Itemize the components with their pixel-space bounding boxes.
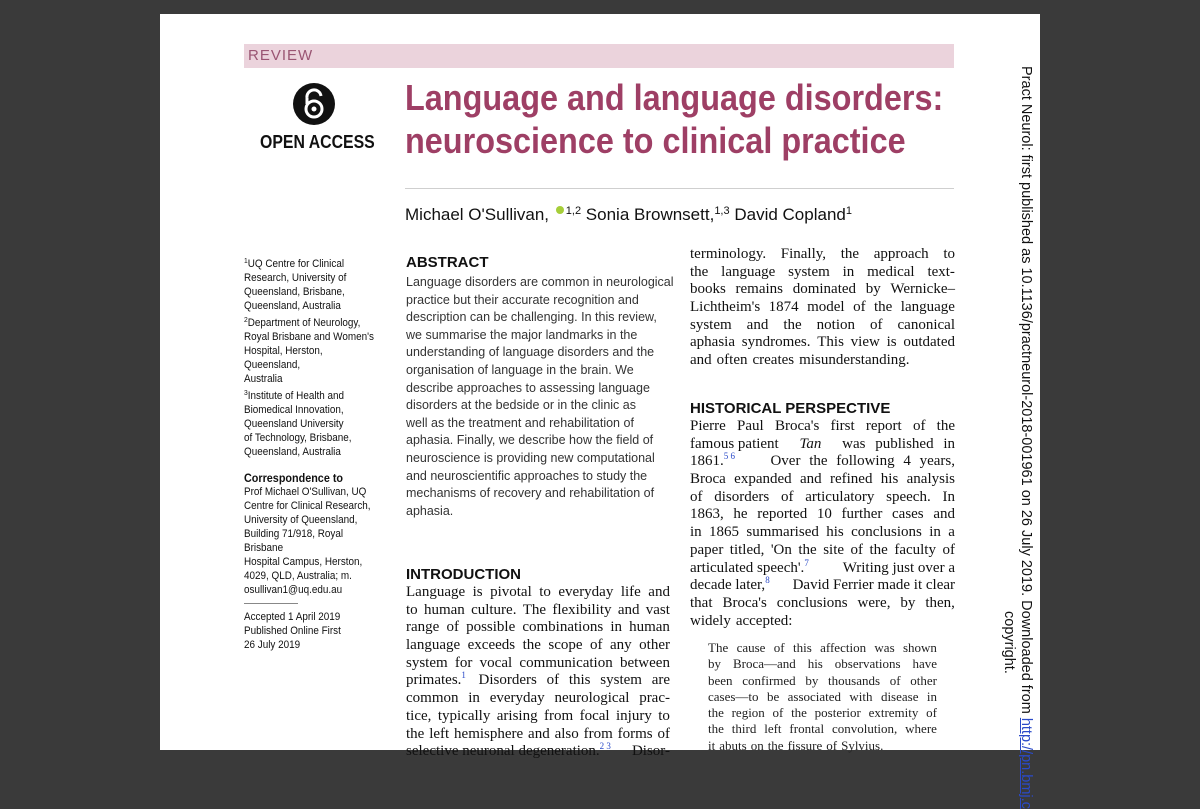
text-line: Broca expanded and refined his analysis — [690, 471, 955, 488]
text-line: that Broca's conclusions were, by then, — [690, 594, 955, 611]
journal-link[interactable]: http://pn.bmj.c — [1018, 717, 1034, 809]
text-line: books remains dominated by Wernicke– — [690, 281, 955, 298]
text-line: aphasia syndromes. This view is outdated — [690, 334, 955, 351]
article-page — [160, 14, 1040, 760]
download-sidenote — [1000, 66, 1034, 809]
text-line: system and the notion of canonical — [690, 316, 955, 333]
affiliation-line: Biomedical Innovation, — [244, 404, 344, 416]
text-line: 1863, he reported 10 further cases and — [690, 506, 955, 523]
text-line: by Broca—and his observations have — [708, 656, 937, 672]
text-line: to human culture. The flexibility and vast — [406, 601, 670, 618]
text-line: of disorders of articulatory speech. In — [690, 488, 955, 505]
text-line: paper titled, 'On the site of the faculty of — [690, 541, 955, 558]
dates-divider — [244, 603, 298, 604]
article-title — [405, 76, 944, 162]
historical-heading: HISTORICAL PERSPECTIVE — [690, 400, 891, 417]
correspondence-email[interactable]: osullivan1@uq.edu.au — [244, 584, 343, 596]
author-name[interactable]: Sonia Brownsett, — [585, 205, 715, 224]
text-line: language exceeds the scope of any other — [406, 637, 670, 654]
orcid-icon[interactable] — [556, 206, 564, 214]
open-access-lock-icon — [292, 82, 336, 126]
reference-link[interactable]: 2 3 — [599, 741, 611, 752]
reference-link[interactable]: 7 — [804, 557, 809, 568]
title-line-2: neuroscience to clinical practice — [405, 120, 906, 161]
published-date: 26 July 2019 — [244, 639, 301, 651]
text-line: the language system in medical text- — [690, 263, 955, 280]
text-line: system for vocal communication between — [406, 654, 670, 671]
text-line: widely accepted: — [690, 612, 793, 629]
introduction-heading: INTRODUCTION — [406, 566, 521, 583]
affiliation-line: Hospital, Herston, Queensland, — [244, 345, 323, 371]
text-line: range of possible combinations in human — [406, 619, 670, 636]
affiliations-sidebar — [244, 254, 375, 652]
correspondence-line: Prof Michael O'Sullivan, UQ — [244, 486, 367, 498]
text-line: common in everyday neurological prac- — [406, 690, 670, 707]
abstract-text: Language disorders are common in neurological practice but their accurate recognition and description can be challenging. In this review, we summarise the major landmarks in the understanding of language disorders and the organisation of language in the brain. We describe approaches to assessing language disorders at the bedside or in the clinic as well as the treatment and rehabilitation of aphasia. Finally, we describe how the field of neuroscience is providing new computational and neuroscientific approaches to study the mechanisms of recovery and rehabilitation of aphasia. — [406, 275, 674, 518]
text-line: cases—to be associated with disease in — [708, 688, 937, 704]
correspondence-line: Centre for Clinical Research, — [244, 500, 371, 512]
text-line: Language is pivotal to everyday life and — [406, 584, 670, 600]
sidenote-line-1: Pract Neurol: first published as 10.1136/practneurol-2018-001961 on 26 July 2019. Downloaded from http://pn.bmj.c — [1018, 66, 1034, 809]
author-list — [405, 205, 852, 225]
historical-text: Pierre Paul Broca's first report of the famous patient Tan was published in 1861.$^{5 6}$ Over the following 4 years, Broca expanded and refined his analysis of disorders of articulatory speech. In 1863, he reported 10 further cases and in 1865 summarised his conclusions in a paper titled, 'On the site of the faculty of articulated speech'.$^7$ Writing just over a decade later,$^8$ David Ferrier made it clear that Broca's conclusions were, by then, widely accepted: — [690, 418, 955, 629]
sidenote-line-2: copyright. — [1001, 611, 1017, 674]
affiliation-line: Research, University of — [244, 272, 347, 284]
affiliation-line: Royal Brisbane and Women's — [244, 331, 374, 343]
text-line: tice, typically arising from focal injury to — [406, 707, 670, 724]
affiliation-item: $^3$Institute of Health and — [244, 388, 345, 402]
text-line: terminology. Finally, the approach to — [690, 246, 955, 262]
introduction-text: Language is pivotal to everyday life and to human culture. The flexibility and vast range of possible combinations in human language exceeds the scope of any other system for vocal communication between primates.$^1$ Disorders of this system are common in everyday neurological prac- tice, typically arising from focal injury to the left hemisphere and also from forms of selective neuronal degeneration.$^{2 3}$ Disor- — [406, 584, 670, 760]
affiliation-line: Queensland, Australia — [244, 446, 341, 458]
affiliation-item: $^1$UQ Centre for Clinical — [244, 256, 345, 270]
text-line: Pierre Paul Broca's first report of the — [690, 418, 955, 434]
reference-link[interactable]: 1 — [461, 670, 466, 681]
text-line: and often creates misunderstanding. — [690, 352, 910, 369]
affiliation-item: $^2$Department of Neurology, — [244, 315, 361, 329]
text-line: the region of the posterior extremity of — [708, 705, 937, 721]
text-line: in 1865 summarised his conclusions in a — [690, 524, 955, 541]
accepted-date: Accepted 1 April 2019 — [244, 611, 341, 623]
affiliation-line: Queensland University — [244, 418, 344, 430]
text-line: The cause of this affection was shown — [708, 640, 937, 655]
text-line: the third left frontal convolution, where — [708, 721, 937, 737]
affiliation-line: Australia — [244, 373, 283, 385]
text-line: it abuts on the fissure of Sylvius. — [708, 737, 884, 753]
affiliation-line: Queensland, Brisbane, — [244, 286, 345, 298]
correspondence-line: Building 71/918, Royal Brisbane — [244, 528, 344, 554]
author-affiliation-ref: 1,2 — [565, 205, 582, 217]
continued-text — [690, 246, 955, 370]
correspondence-line: 4029, QLD, Australia; m. — [244, 570, 352, 582]
text-line: been confirmed by thousands of other — [708, 672, 937, 688]
affiliation-line: Queensland, Australia — [244, 300, 341, 312]
text-line: Lichtheim's 1874 model of the language — [690, 299, 955, 316]
text-line: the left hemisphere and also from forms of — [406, 725, 670, 742]
correspondence-line: Hospital Campus, Herston, — [244, 556, 363, 568]
author-name[interactable]: Michael O'Sullivan, — [405, 205, 550, 224]
title-line-1: Language and language disorders: — [405, 77, 944, 118]
published-label: Published Online First — [244, 625, 341, 637]
author-affiliation-ref: 1 — [845, 205, 852, 217]
correspondence-line: University of Queensland, — [244, 514, 358, 526]
reference-link[interactable]: 8 — [765, 575, 770, 586]
reference-link[interactable]: 5 6 — [723, 451, 735, 462]
title-divider — [405, 188, 954, 189]
open-access-label: OPEN ACCESS — [260, 132, 375, 152]
abstract-heading: ABSTRACT — [406, 254, 489, 271]
section-label: REVIEW — [244, 44, 954, 68]
author-affiliation-ref: 1,3 — [714, 205, 730, 217]
correspondence-heading: Correspondence to — [244, 471, 344, 485]
affiliation-line: of Technology, Brisbane, — [244, 432, 352, 444]
author-name[interactable]: David Copland — [734, 205, 846, 224]
block-quote — [708, 640, 937, 754]
